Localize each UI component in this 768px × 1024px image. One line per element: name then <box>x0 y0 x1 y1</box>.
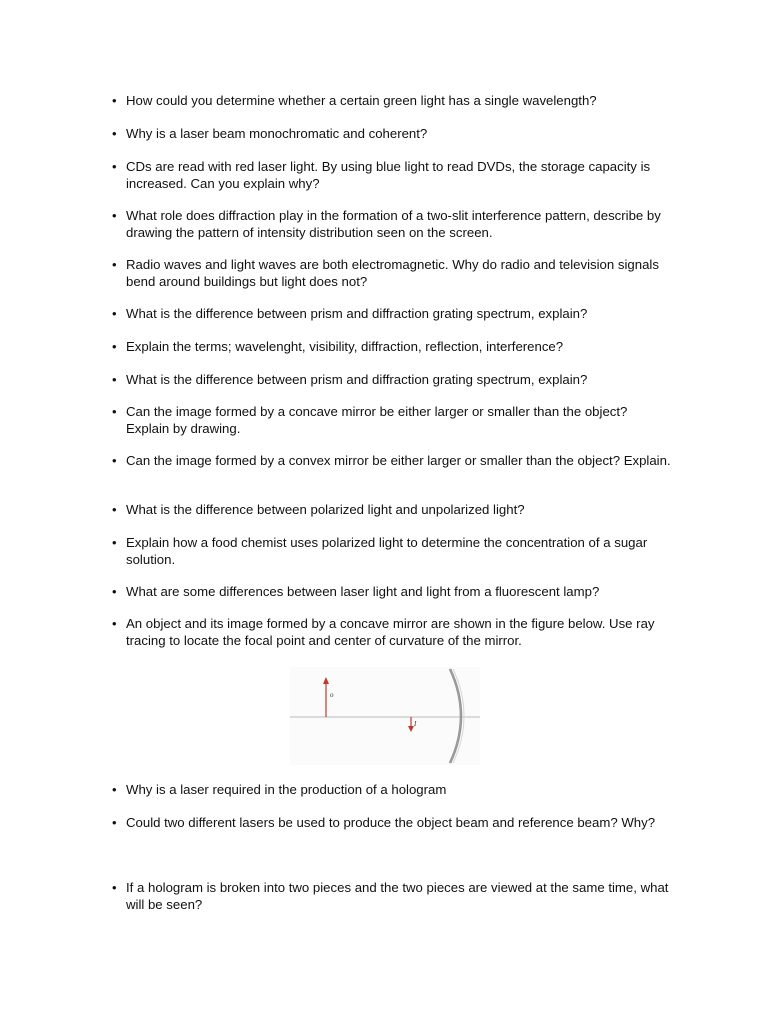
bullet: • <box>112 502 117 517</box>
question-text: Can the image formed by a convex mirror be either larger or smaller than the object? Explain. <box>126 453 671 468</box>
question-text: What are some differences between laser light and light from a fluorescent lamp? <box>126 584 600 599</box>
question-text: CDs are read with red laser light. By using blue light to read DVDs, the storage capacity is increased. Can you explain why? <box>126 159 651 191</box>
question-item <box>112 372 672 389</box>
question-text: What is the difference between prism and diffraction grating spectrum, explain? <box>126 372 588 387</box>
bullet: • <box>112 880 117 895</box>
figure-background <box>290 667 480 765</box>
question-text: Explain how a food chemist uses polarized light to determine the concentration of a sugar solution. <box>126 535 648 567</box>
bullet: • <box>112 453 117 468</box>
question-item <box>112 584 672 601</box>
question-item <box>112 782 672 799</box>
bullet: • <box>112 339 117 354</box>
bullet: • <box>112 584 117 599</box>
object-label: o <box>330 691 334 699</box>
question-text: Can the image formed by a concave mirror be either larger or smaller than the object? Explain by drawing. <box>126 404 628 436</box>
bullet: • <box>112 306 117 321</box>
bullet: • <box>112 404 117 419</box>
question-text: Why is a laser required in the production of a hologram <box>126 782 447 797</box>
question-text: Could two different lasers be used to produce the object beam and reference beam? Why? <box>126 815 656 830</box>
bullet: • <box>112 616 117 631</box>
question-item <box>112 502 672 519</box>
question-item <box>112 535 672 568</box>
question-item <box>112 208 672 241</box>
question-text: What is the difference between prism and diffraction grating spectrum, explain? <box>126 306 588 321</box>
question-item <box>112 306 672 323</box>
question-item <box>112 404 672 437</box>
question-text: An object and its image formed by a concave mirror are shown in the figure below. Use ray tracing to locate the focal point and center of curvature of the mirror. <box>126 616 655 648</box>
concave-mirror-figure <box>290 667 480 765</box>
bullet: • <box>112 257 117 272</box>
question-item <box>112 159 672 192</box>
bullet: • <box>112 372 117 387</box>
question-text: Explain the terms; wavelenght, visibility, diffraction, reflection, interference? <box>126 339 564 354</box>
bullet: • <box>112 93 117 108</box>
question-item <box>112 880 672 913</box>
question-item <box>112 616 672 649</box>
bullet: • <box>112 208 117 223</box>
question-item <box>112 257 672 290</box>
bullet: • <box>112 535 117 550</box>
question-item <box>112 93 672 110</box>
mirror-diagram <box>290 667 480 765</box>
question-text: If a hologram is broken into two pieces and the two pieces are viewed at the same time, what will be seen? <box>126 880 669 912</box>
question-text: Radio waves and light waves are both electromagnetic. Why do radio and television signals bend around buildings but light does not? <box>126 257 659 289</box>
bullet: • <box>112 815 117 830</box>
question-text: What is the difference between polarized light and unpolarized light? <box>126 502 525 517</box>
question-item <box>112 339 672 356</box>
question-item <box>112 126 672 143</box>
question-text: What role does diffraction play in the formation of a two-slit interference pattern, describe by drawing the pattern of intensity distribution seen on the screen. <box>126 208 661 240</box>
image-label: I <box>414 720 417 728</box>
question-text: How could you determine whether a certain green light has a single wavelength? <box>126 93 597 108</box>
bullet: • <box>112 126 117 141</box>
question-item <box>112 815 672 832</box>
question-item <box>112 453 672 470</box>
bullet: • <box>112 782 117 797</box>
bullet: • <box>112 159 117 174</box>
question-text: Why is a laser beam monochromatic and coherent? <box>126 126 428 141</box>
